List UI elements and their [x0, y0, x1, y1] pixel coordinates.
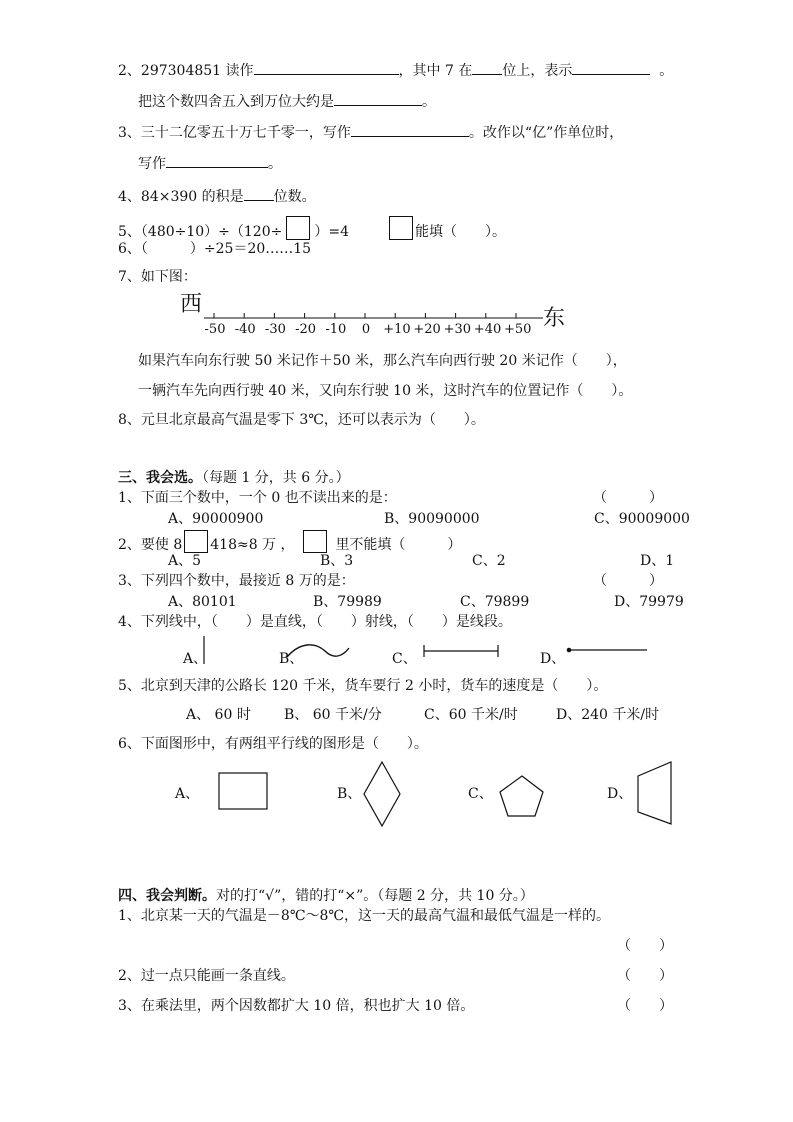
s3-q6-text: 6、下面图形中，有两组平行线的图形是（ ）。 [118, 736, 428, 752]
q3-text-mid: 。改作以“亿”作单位时， [468, 125, 624, 141]
q4-text-b: 位数。 [273, 189, 316, 205]
s4-q2 [118, 967, 295, 985]
number-line-label: -30 [264, 322, 286, 337]
s3-q2-opt-d[interactable]: D、1 [640, 553, 675, 569]
figure-pentagon [500, 776, 543, 816]
number-line-label: +50 [504, 322, 532, 337]
s4-q1-text: 1、北京某一天的气温是－8℃～8℃，这一天的最高气温和最低气温是一样的。 [118, 908, 611, 924]
number-line-label: +20 [413, 322, 441, 337]
q3-write-text: 写作 [138, 156, 166, 172]
s3-q2-text-a: 2、要使 8 [118, 537, 183, 553]
figure-trapezoid [638, 762, 671, 824]
number-line-label: +40 [473, 322, 502, 337]
number-line-label: -10 [325, 322, 347, 337]
s3-q2-opt-c[interactable]: C、2 [472, 553, 506, 569]
s3-q5-opt-a[interactable]: A、 60 时 [186, 707, 251, 723]
s3-q1-opt-c[interactable]: C、90009000 [594, 511, 690, 527]
s3-q4-text: 4、下列线中，（ ）是直线，（ ）射线，（ ）是线段。 [118, 614, 512, 630]
section3-title: 三、我会选。 [118, 470, 202, 486]
s3-q4-opt-d[interactable]: D、 [540, 651, 566, 667]
q7-line2-text: 一辆汽车先向西行驶 40 米，又向东行驶 10 米，这时汽车的位置记作（ ）。 [138, 383, 633, 399]
s4-q1-paren[interactable]: （ ） [617, 938, 673, 954]
s3-q5-opt-c[interactable]: C、60 千米/时 [424, 707, 518, 723]
q2-round-text: 把这个数四舍五入到万位大约是 [138, 94, 334, 110]
s4-q2-paren[interactable]: （ ） [617, 968, 673, 984]
number-line-label: +30 [443, 322, 472, 337]
q3-text: 3、三十二亿零五十万七千零一，写作 [118, 125, 351, 141]
number-line-label: -20 [295, 322, 317, 337]
q5-text-c: 能填（ ）。 [415, 224, 507, 240]
s3-q3-paren[interactable]: （ ） [593, 573, 663, 589]
q3-write-end: 。 [268, 156, 282, 172]
s3-q1-opt-a[interactable]: A、90000900 [168, 511, 264, 527]
s3-q1-text: 1、下面三个数中，一个 0 也不读出来的是： [118, 490, 397, 506]
s4-q1 [118, 907, 610, 925]
s3-q4-opt-a[interactable]: A、 [183, 651, 208, 667]
section3-note: （每题 1 分，共 6 分。） [202, 470, 350, 486]
s3-q5-text: 5、北京到天津的公路长 120 千米，货车要行 2 小时，货车的速度是（ ）。 [118, 678, 608, 694]
number-line-label: 0 [361, 322, 371, 337]
q2-text-end: 。 [659, 63, 674, 79]
s3-q4-opt-b[interactable]: B、 [279, 651, 304, 667]
s4-q3 [118, 997, 474, 1015]
s3-q2-opt-b[interactable]: B、3 [320, 553, 354, 569]
s4-q3-text: 3、在乘法里，两个因数都扩大 10 倍，积也扩大 10 倍。 [118, 998, 475, 1014]
q2-text-mid1: ，其中 7 在 [398, 63, 473, 79]
s3-q6-opt-c[interactable]: C、 [468, 786, 493, 802]
number-line-label: +10 [383, 322, 411, 337]
s3-q3-opt-d[interactable]: D、79979 [614, 594, 684, 610]
s3-q1-paren[interactable]: （ ） [593, 490, 663, 506]
east-label: 东 [543, 306, 566, 331]
q2-text-mid2: 位上，表示 [502, 63, 573, 79]
section4-heading [118, 887, 534, 905]
s3-q3-opt-c[interactable]: C、79899 [460, 594, 530, 610]
q2-round-end: 。 [422, 94, 436, 110]
q7-title-text: 7、如下图： [118, 269, 197, 285]
section4-note: 对的打“√”，错的打“×”。（每题 2 分，共 10 分。） [216, 888, 534, 904]
figure-rhombus [364, 762, 400, 826]
s3-q3-opt-a[interactable]: A、80101 [168, 594, 237, 610]
q7-line1-text: 如果汽车向东行驶 50 米记作＋50 米，那么汽车向西行驶 20 米记作（ ）， [138, 353, 627, 369]
q2-text: 2、297304851 读作 [118, 63, 254, 79]
q5-text-b: ）=4 [314, 224, 349, 240]
s3-q4-opt-c[interactable]: C、 [392, 651, 417, 667]
s4-q3-paren[interactable]: （ ） [617, 998, 673, 1014]
q8-text: 8、元旦北京最高气温是零下 3℃，还可以表示为（ ）。 [118, 412, 485, 428]
q4-text-a: 4、84×390 的积是 [118, 189, 244, 205]
s4-q2-text: 2、过一点只能画一条直线。 [118, 968, 295, 984]
s3-q3-opt-b[interactable]: B、79989 [313, 594, 382, 610]
number-line-label: -50 [204, 322, 226, 337]
s3-q1-opt-b[interactable]: B、90090000 [384, 511, 480, 527]
s3-q6-opt-d[interactable]: D、 [607, 786, 633, 802]
s3-q3-text: 3、下列四个数中，最接近 8 万的是： [118, 573, 355, 589]
figure-rectangle [219, 773, 267, 809]
number-line-label: -40 [234, 322, 256, 337]
q6-text: 6、（ ）÷25＝20……15 [118, 241, 312, 257]
s3-q2-text-c: 里不能填（ ） [335, 537, 462, 553]
q5-text-a: 5、（480÷10）÷（120÷ [118, 224, 283, 240]
section4-title: 四、我会判断。 [118, 888, 216, 904]
s3-q2-text-b: 418≈8 万 ， [210, 537, 295, 553]
s3-q2-opt-a[interactable]: A、5 [168, 553, 202, 569]
s3-q6-opt-b[interactable]: B、 [337, 786, 362, 802]
s3-q5-opt-d[interactable]: D、240 千米/时 [556, 707, 660, 723]
s3-q5-opt-b[interactable]: B、 60 千米/分 [284, 707, 382, 723]
s3-q6-opt-a[interactable]: A、 [175, 786, 200, 802]
west-label: 西 [180, 292, 203, 317]
